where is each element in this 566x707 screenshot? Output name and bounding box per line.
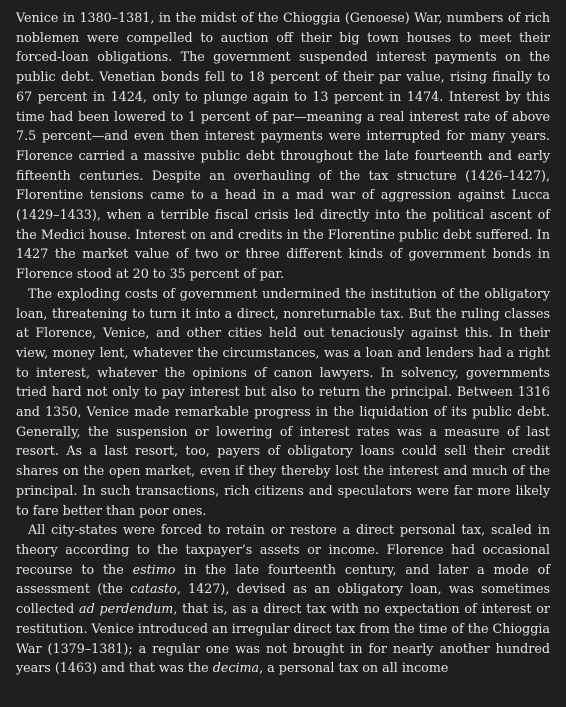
term-ad-perdendum: ad perdendum (79, 601, 174, 617)
paragraph-3-text-1: All city-states were forced to retain or restore a direct personal tax, scaled in theory according to the taxpayer’s assets or income. Florence had occasional recourse to the (16, 522, 550, 577)
term-decima: decima (212, 660, 260, 676)
term-catasto: catasto (130, 581, 177, 597)
paragraph-2-text: The exploding costs of government undermined the institution of the obligatory loan, threatening to turn it into a direct, nonreturnable tax. But the ruling classes at Florence, Venice, and other cities held out tenaciously against this. In their view, money lent, whatever the circumstances, was a loan and lenders had a right to interest, whatever the opinions of canon lawyers. In solvency, governments tried hard not only to pay interest but also to return the principal. Between 1316 and 1350, Venice made remarkable progress in the liquidation of its public debt. Generally, the suspension or lowering of interest rates was a measure of last resort. As a last resort, too, payers of obligatory loans could sell their credit shares on the open market, even if they thereby lost the interest and much of the principal. In such transactions, rich citizens and speculators were far more likely to fare better than poor ones. (16, 285, 550, 518)
paragraph-2 (16, 284, 550, 520)
term-estimo: estimo (132, 561, 176, 577)
paragraph-1 (16, 8, 550, 284)
paragraph-3-text-5: , a personal tax on all income (259, 660, 449, 676)
paragraph-3-text-2: in the late fourteenth century, and later a mode of assessment (the (16, 561, 550, 597)
paragraph-3-text-3: , 1427), devised as an obligatory loan, was sometimes collected (16, 581, 550, 617)
paragraph-1-text: Venice in 1380–1381, in the midst of the Chioggia (Genoese) War, numbers of rich noblemen were compelled to auction off their big town houses to meet their forced-loan obligations. The government suspended interest payments on the public debt. Venetian bonds fell to 18 percent of their par value, rising finally to 67 percent in 1424, only to plunge again to 13 percent in 1474. Interest by this time had been lowered to 1 percent of par—meaning a real interest rate of above 7.5 percent—and even then interest payments were interrupted for many years. Florence carried a massive public debt throughout the late fourteenth and early fifteenth centuries. Despite an overhauling of the tax structure (1426–1427), Florentine tensions came to a head in a mad war of aggression against Lucca (1429–1433), when a terrible fiscal crisis led directly into the political ascent of the Medici house. Interest on and credits in the Florentine public debt suffered. In 1427 the market value of two or three different kinds of government bonds in Florence stood at 20 to 35 percent of par. (16, 10, 550, 282)
paragraph-3-text-4: , that is, as a direct tax with no expectation of interest or restitution. Venice introduced an irregular direct tax from the time of the Chioggia War (1379–1381); a regular one was not brought in for nearly another hundred years (1463) and that was the (16, 601, 550, 676)
paragraph-3 (16, 520, 550, 678)
